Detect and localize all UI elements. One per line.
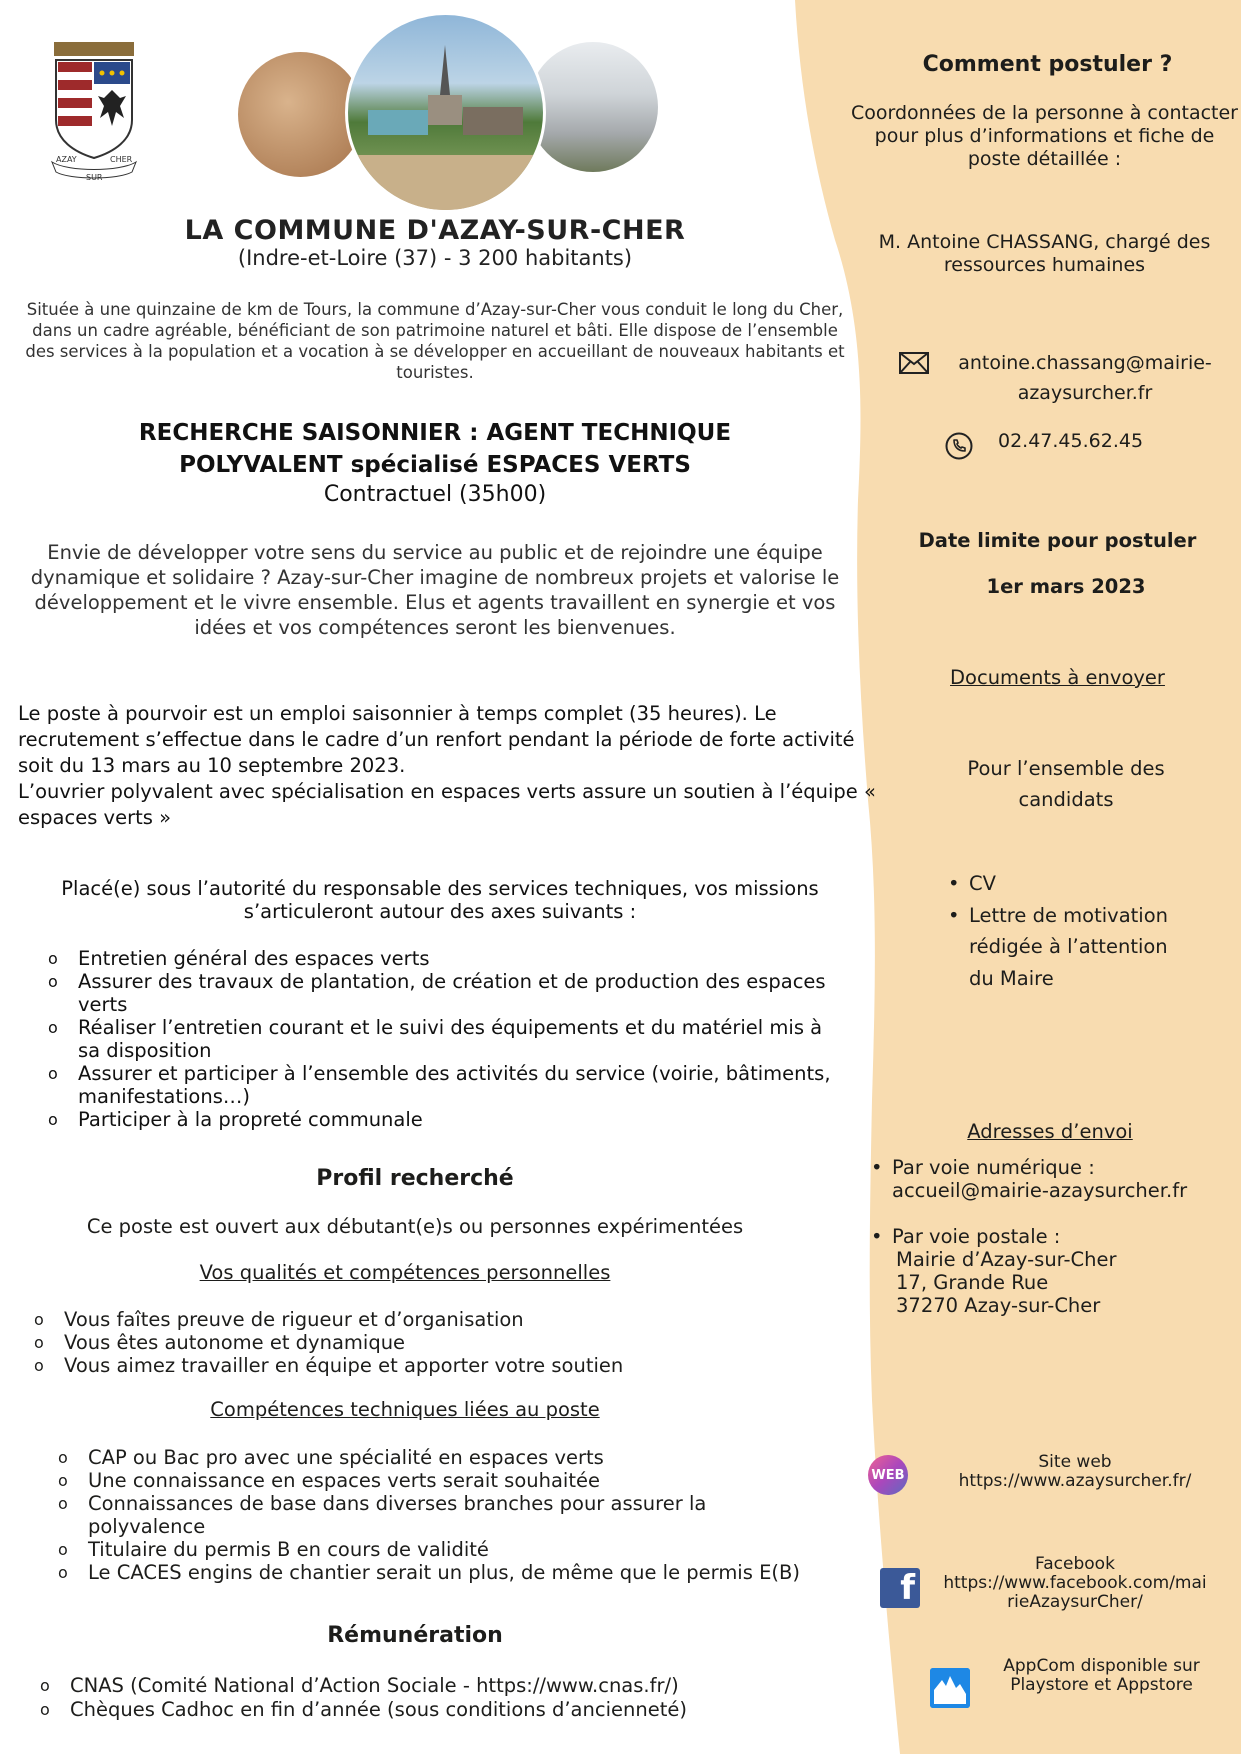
facebook-icon[interactable]: f — [880, 1568, 920, 1608]
list-item: o Vous aimez travailler en équipe et apporter votre soutien — [34, 1354, 814, 1377]
list-item: o Entretien général des espaces verts — [48, 947, 848, 970]
technical-skills-heading: Compétences techniques liées au poste — [210, 1398, 600, 1421]
village-photo — [345, 12, 546, 213]
list-item: o Vous faîtes preuve de rigueur et d’organisation — [34, 1308, 814, 1331]
position-paragraph — [18, 701, 878, 831]
addresses-heading: Adresses d’envoi — [967, 1120, 1133, 1143]
contact-person: M. Antoine CHASSANG, chargé des ressources humaines — [878, 231, 1211, 276]
profile-open-text: Ce poste est ouvert aux débutant(e)s ou personnes expérimentées — [86, 1215, 744, 1238]
deadline-label: Date limite pour postuler — [918, 529, 1197, 552]
documents-heading: Documents à envoyer — [950, 666, 1165, 689]
page-title: LA COMMUNE D'AZAY-SUR-CHER — [184, 215, 686, 246]
documents-audience: Pour l’ensemble des candidats — [967, 757, 1165, 811]
profile-heading: Profil recherché — [316, 1166, 514, 1191]
app-info: AppCom disponible sur Playstore et Appstore — [1003, 1656, 1200, 1695]
town-crest-logo — [48, 40, 140, 190]
job-title-line2: POLYVALENT spécialisé ESPACES VERTS — [179, 452, 691, 478]
website-block — [930, 1453, 1220, 1491]
postal-address-line: 17, Grande Rue — [896, 1271, 1049, 1294]
postal-address-line: Mairie d’Azay-sur-Cher — [896, 1248, 1117, 1271]
web-icon[interactable]: WEB — [868, 1455, 908, 1495]
contact-email-link[interactable]: antoine.chassang@mairie-azaysurcher.fr — [958, 352, 1212, 404]
town-hall-photo — [528, 42, 658, 172]
app-icon[interactable] — [930, 1668, 970, 1708]
qualities-list — [34, 1308, 814, 1377]
technical-skills-list — [58, 1446, 818, 1584]
list-item: o Vous êtes autonome et dynamique — [34, 1331, 814, 1354]
website-link[interactable]: https://www.azaysurcher.fr/ — [958, 1471, 1192, 1491]
contact-intro: Coordonnées de la personne à contacter pour plus d’informations et fiche de poste détaillée : — [850, 102, 1238, 170]
position-paragraph-text: Le poste à pourvoir est un emploi saisonnier à temps complet (35 heures). Le recrutement s’effectue dans le cadre d’un renfort pendant la période de forte activité soit du 13 mars au 10 septembre 2023. — [18, 702, 855, 777]
documents-list — [948, 868, 1198, 994]
list-item: o CNAS (Comité National d’Action Sociale - https://www.cnas.fr/) — [40, 1674, 830, 1698]
list-item: o Participer à la propreté communale — [48, 1108, 848, 1131]
remuneration-heading: Rémunération — [327, 1623, 503, 1648]
list-item: o Assurer et participer à l’ensemble des activités du service (voirie, bâtiments, manifestations…) — [48, 1062, 848, 1108]
apply-heading: Comment postuler ? — [922, 52, 1173, 77]
list-item: • Lettre de motivation rédigée à l’attention du Maire — [948, 900, 1198, 995]
list-item: o Chèques Cadhoc en fin d’année (sous conditions d’ancienneté) — [40, 1698, 830, 1722]
position-paragraph-role: L’ouvrier polyvalent avec spécialisation en espaces verts assure un soutien à l’équipe « espaces verts » — [18, 780, 876, 829]
list-item: o CAP ou Bac pro avec une spécialité en espaces verts — [58, 1446, 818, 1469]
postal-address-item — [871, 1225, 1241, 1317]
list-item: • CV — [948, 868, 1198, 900]
list-item: o Connaissances de base dans diverses branches pour assurer la polyvalence — [58, 1492, 818, 1538]
deadline-date: 1er mars 2023 — [986, 575, 1146, 598]
crest-text-bottom: SUR — [86, 173, 103, 182]
phone-icon — [945, 432, 973, 460]
list-item: o Titulaire du permis B en cours de validité — [58, 1538, 818, 1561]
remuneration-list — [40, 1674, 830, 1722]
facebook-link[interactable]: https://www.facebook.com/mairieAzaysurCher/ — [943, 1573, 1207, 1612]
digital-address-label: • Par voie numérique : — [892, 1156, 1095, 1179]
digital-address-item — [871, 1156, 1241, 1202]
list-item: o Le CACES engins de chantier serait un plus, de même que le permis E(B) — [58, 1561, 818, 1584]
website-label: Site web — [1038, 1452, 1112, 1472]
contract-type: Contractuel (35h00) — [323, 482, 547, 507]
contact-phone-link[interactable]: 02.47.45.62.45 — [998, 430, 1144, 452]
crest-text-left: AZAY — [56, 155, 77, 164]
missions-intro: Placé(e) sous l’autorité du responsable des services techniques, vos missions s’articuleront autour des axes suivants : — [61, 877, 819, 923]
list-item: o Une connaissance en espaces verts serait souhaitée — [58, 1469, 818, 1492]
qualities-heading: Vos qualités et compétences personnelles — [199, 1261, 611, 1284]
addresses-list — [871, 1156, 1241, 1317]
page-subtitle: (Indre-et-Loire (37) - 3 200 habitants) — [237, 246, 633, 270]
intro-paragraph: Située à une quinzaine de km de Tours, la commune d’Azay-sur-Cher vous conduit le long du Cher, dans un cadre agréable, bénéficiant de son patrimoine naturel et bâti. Elle dispose de l’ensemble des services à la population et a vocation à se développer en accueillant de nouveaux habitants et touristes. — [25, 300, 845, 382]
job-title — [40, 417, 830, 481]
intro-motivation-paragraph: Envie de développer votre sens du service au public et de rejoindre une équipe dynamique et solidaire ? Azay-sur-Cher imagine de nombreux projets et valorise le développement et le vivre ensemble. Elus et agents travaillent en synergie et vos idées et vos compétences seront les bienvenues. — [30, 541, 840, 639]
missions-list — [48, 947, 848, 1131]
postal-address-line: 37270 Azay-sur-Cher — [896, 1294, 1101, 1317]
envelope-icon — [899, 352, 929, 374]
list-item: o Assurer des travaux de plantation, de création et de production des espaces verts — [48, 970, 848, 1016]
list-item: o Réaliser l’entretien courant et le suivi des équipements et du matériel mis à sa disposition — [48, 1016, 848, 1062]
digital-address-email[interactable]: accueil@mairie-azaysurcher.fr — [892, 1179, 1188, 1202]
postal-address-label: • Par voie postale : — [892, 1225, 1061, 1248]
facebook-block — [940, 1555, 1210, 1612]
facebook-label: Facebook — [1035, 1554, 1115, 1574]
job-title-line1: RECHERCHE SAISONNIER : AGENT TECHNIQUE — [138, 420, 732, 446]
crest-text-right: CHER — [110, 155, 133, 164]
